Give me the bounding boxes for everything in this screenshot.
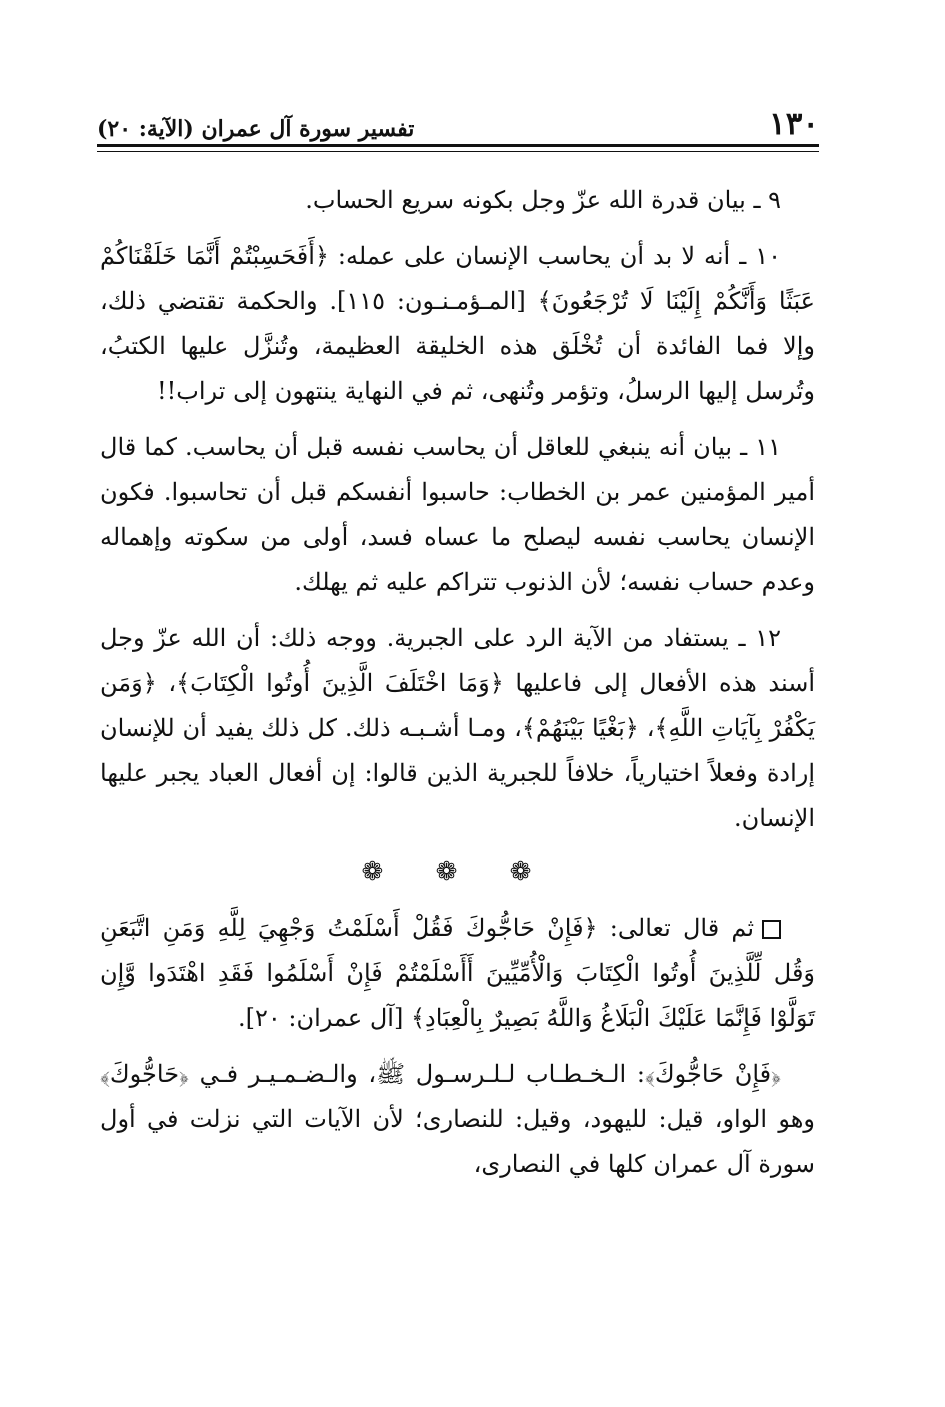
page-header xyxy=(97,98,819,140)
header-rule-thin xyxy=(97,151,819,152)
header-rule-thick xyxy=(97,144,819,147)
commentary-paragraph: ﴿فَإِنْ حَاجُّوكَ﴾: الـخـطـاب لـلـرسـول ﷺ، والـضـمـيـر فـي ﴿حَاجُّوكَ﴾ وهو الواو، قيل: لليهود، وقيل: للنصارى؛ لأن الآيات التي نزلت في أول سورة آل عمران كلها في النصارى، xyxy=(100,1060,815,1178)
paragraph-11: ١١ ـ بيان أنه ينبغي للعاقل أن يحاسب نفسه قبل أن يحاسب. كما قال أمير المؤمنين عمر بن الخطاب: حاسبوا أنفسكم قبل أن تحاسبوا. فكون الإنسان يحاسب نفسه ليصلح ما عساه فسد، أولى من سكوته وإهماله وعدم حساب نفسه؛ لأن الذنوب تتراكم عليه ثم يهلك. xyxy=(100,433,815,596)
square-bullet-icon xyxy=(762,920,781,939)
verse-paragraph xyxy=(100,906,815,1041)
section-ornaments: ❁ ❁ ❁ xyxy=(361,857,554,887)
body-text xyxy=(100,178,815,1198)
paragraph-9: ٩ ـ بيان قدرة الله عزّ وجل بكونه سريع الحساب. xyxy=(305,186,781,214)
page-number: ١٣٠ xyxy=(769,106,819,142)
paragraph-12: ١٢ ـ يستفاد من الآية الرد على الجبرية. ووجه ذلك: أن الله عزّ وجل أسند هذه الأفعال إلى فاعليها ﴿وَمَا اخْتَلَفَ الَّذِينَ أُوتُوا الْكِتَابَ﴾، ﴿وَمَن يَكْفُرْ بِآيَاتِ اللَّهِ﴾، ﴿بَغْيًا بَيْنَهُمْ﴾، ومـا أشـبـه ذلك. كل ذلك يفيد أن للإنسان إرادة وفعلاً اختيارياً، خلافاً للجبرية الذين قالوا: إن أفعال العباد يجبر عليها الإنسان. xyxy=(100,624,815,832)
paragraph-10: ١٠ ـ أنه لا بد أن يحاسب الإنسان على عمله: ﴿أَفَحَسِبْتُمْ أَنَّمَا خَلَقْنَاكُمْ عَبَثًا وَأَنَّكُمْ إِلَيْنَا لَا تُرْجَعُونَ﴾ [المـؤمـنـون: ١١٥]. والحكمة تقتضي ذلك، وإلا فما الفائدة أن تُخْلَق هذه الخليقة العظيمة، وتُنزَّل عليها الكتبُ، وتُرسل إليها الرسلُ، وتؤمر وتُنهى، ثم في النهاية ينتهون إلى تراب!! xyxy=(100,242,816,405)
verse-text: ثم قال تعالى: ﴿فَإِنْ حَاجُّوكَ فَقُلْ أَسْلَمْتُ وَجْهِيَ لِلَّهِ وَمَنِ اتَّبَعَنِ وَقُل لِّلَّذِينَ أُوتُوا الْكِتَابَ وَالْأُمِّيِّينَ أَأَسْلَمْتُمْ فَإِنْ أَسْلَمُوا فَقَدِ اهْتَدَوا وَّإِن تَوَلَّوْا فَإِنَّمَا عَلَيْكَ الْبَلَاغُ وَاللَّهُ بَصِيرٌ بِالْعِبَادِ﴾ [آل عمران: ٢٠]. xyxy=(100,914,815,1032)
running-title: تفسير سورة آل عمران (الآية: ٢٠) xyxy=(97,116,415,142)
